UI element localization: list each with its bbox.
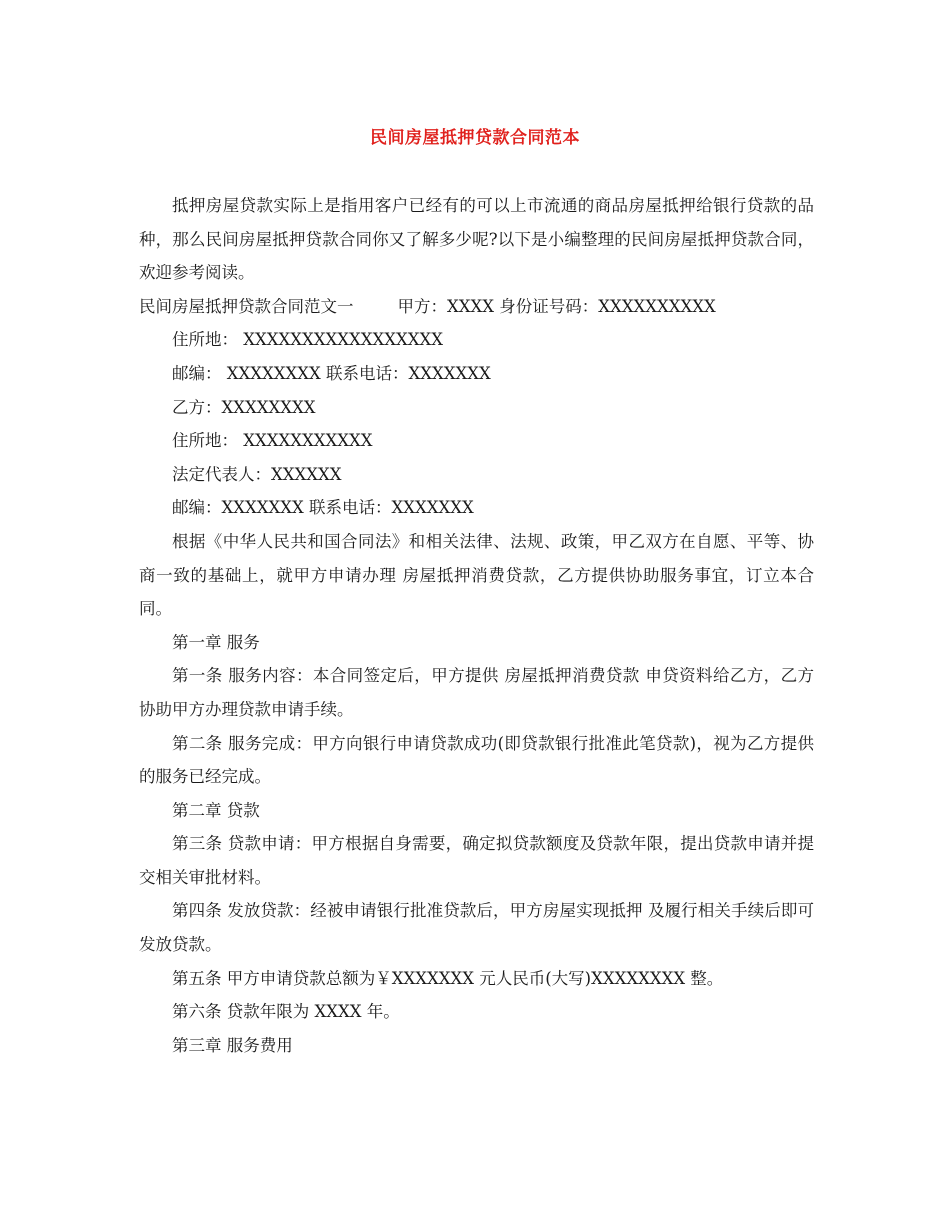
preamble-paragraph: 根据《中华人民共和国合同法》和相关法律、法规、政策，甲乙双方在自愿、平等、协商一致的基础上，就甲方申请办理 房屋抵押消费贷款，乙方提供协助服务事宜，订立本合同。 (139, 531, 814, 619)
document-body (139, 189, 814, 1062)
chapter-1-heading: 第一章 服务 (172, 632, 260, 652)
article-5: 第五条 甲方申请贷款总额为￥XXXXXXX 元人民币(大写)XXXXXXXX 整。 (172, 968, 724, 988)
article-2: 第二条 服务完成：甲方向银行申请贷款成功(即贷款银行批准此笔贷款)，视为乙方提供的服务已经完成。 (139, 733, 814, 787)
chapter-2-heading: 第二章 贷款 (172, 800, 260, 820)
article-6: 第六条 贷款年限为 XXXX 年。 (172, 1002, 400, 1022)
party-a-id: 甲方：XXXX 身份证号码：XXXXXXXXXX (397, 296, 716, 316)
party-a-address: 住所地： XXXXXXXXXXXXXXXXX (172, 330, 443, 350)
party-b-postcode-phone: 邮编：XXXXXXX 联系电话：XXXXXXX (172, 498, 474, 518)
intro-paragraph: 抵押房屋贷款实际上是指用客户已经有的可以上市流通的商品房屋抵押给银行贷款的品种，那么民间房屋抵押贷款合同你又了解多少呢?以下是小编整理的民间房屋抵押贷款合同，欢迎参考阅读。 (139, 196, 814, 283)
party-b-address: 住所地： XXXXXXXXXXX (172, 431, 373, 451)
document-title: 民间房屋抵押贷款合同范本 (370, 128, 580, 148)
legal-representative: 法定代表人：XXXXXX (172, 464, 342, 484)
article-4: 第四条 发放贷款：经被申请银行批准贷款后，甲方房屋实现抵押 及履行相关手续后即可发放贷款。 (139, 901, 814, 955)
sample-heading: 民间房屋抵押贷款合同范文一 (139, 296, 354, 316)
sample-heading-line (139, 290, 814, 324)
article-1: 第一条 服务内容：本合同签定后，甲方提供 房屋抵押消费贷款 申贷资料给乙方，乙方协助甲方办理贷款申请手续。 (139, 666, 814, 719)
chapter-3-heading: 第三章 服务费用 (172, 1035, 293, 1055)
article-3: 第三条 贷款申请：甲方根据自身需要，确定拟贷款额度及贷款年限，提出贷款申请并提交相关审批材料。 (139, 834, 814, 887)
party-b: 乙方：XXXXXXXX (172, 397, 316, 417)
party-a-postcode-phone: 邮编： XXXXXXXX 联系电话：XXXXXXX (172, 363, 491, 383)
